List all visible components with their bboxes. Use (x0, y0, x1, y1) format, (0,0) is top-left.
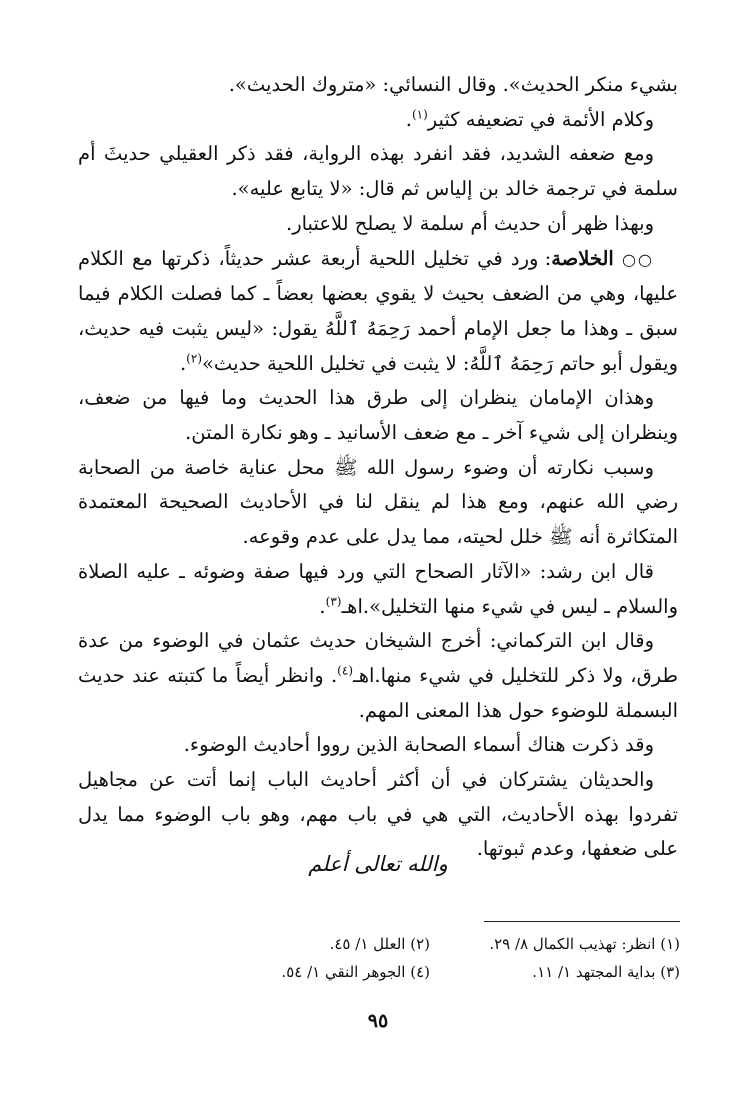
paragraph-11: والحديثان يشتركان في أن أكثر أحاديث الباب إنما أتت عن مجاهيل تفردوا بهذه الأحاديث، التي هي في باب مهم، وهو باب الوضوء مما يدل على ضعفها، وعدم ثبوتها. (78, 768, 678, 861)
footnote-ref-1: (١) (411, 107, 428, 122)
paragraph-8-end: . (319, 594, 326, 618)
footnote-1: (١) انظر: تهذيب الكمال ٨/ ٢٩. (489, 935, 680, 953)
paragraph-9 (78, 624, 678, 728)
footnote-ref-3: (٣) (325, 594, 342, 609)
paragraph-2 (78, 103, 678, 138)
summary-marker-icon: ○○ (622, 249, 655, 269)
paragraph-8 (78, 555, 678, 624)
main-text (78, 68, 678, 867)
paragraph-2-text: وكلام الأئمة في تضعيفه كثير (427, 107, 654, 131)
footnote-2: (٢) العلل ١/ ٤٥. (329, 935, 430, 953)
paragraph-7: وسبب نكارته أن وضوء رسول الله ﷺ محل عناية خاصة من الصحابة رضي الله عنهم، ومع هذا لم ينقل لنا في الأحاديث الصحيحة المعتمدة المتكاثرة أنه ﷺ خلل لحيته، مما يدل على عدم وقوعه. (78, 455, 678, 549)
paragraph-9-text-1: وقال ابن التركماني: أخرج الشيخان حديث عثمان في الوضوء من عدة طرق، ولا ذكر للتخليل في شيء منها.اهـ (78, 629, 678, 687)
footnote-ref-2: (٢) (186, 351, 202, 366)
paragraph-summary (78, 242, 678, 382)
summary-keyword: الخلاصة (551, 246, 614, 270)
footnote-divider (484, 921, 680, 922)
paragraph-6: وهذان الإمامان ينظران إلى طرق هذا الحديث وما فيها من ضعف، وينظران إلى شيء آخر ـ مع ضعف الأسانيد ـ وهو نكارة المتن. (78, 386, 678, 445)
page-number: ٩٥ (367, 1010, 389, 1032)
closing-phrase: والله تعالى أعلم (308, 852, 448, 876)
paragraph-8-text: قال ابن رشد: «الآثار الصحاح التي ورد فيها صفة وضوئه ـ عليه الصلاة والسلام ـ ليس في شيء منها التخليل».اهـ (78, 559, 678, 618)
paragraph-3: ومع ضعفه الشديد، فقد انفرد بهذه الرواية، فقد ذكر العقيلي حديثَ أم سلمة في ترجمة خالد بن إلياس ثم قال: «لا يتابع عليه». (78, 142, 678, 201)
summary-text: : ورد في تخليل اللحية أربعة عشر حديثاً، ذكرتها مع الكلام عليها، وهي من الضعف بحيث لا يقوي بعضها بعضاً ـ كما فصلت الكلام فيما سبق ـ وهذا ما جعل الإمام أحمد رَحِمَهُ ٱللَّهُ يقول: «ليس يثبت فيه حديث، ويقول أبو حاتم رَحِمَهُ ٱللَّهُ: لا يثبت في تخليل اللحية حديث» (78, 246, 678, 375)
paragraph-4: وبهذا ظهر أن حديث أم سلمة لا يصلح للاعتبار. (286, 211, 654, 235)
summary-end: . (179, 351, 187, 375)
paragraph-1: بشيء منكر الحديث». وقال النسائي: «متروك الحديث». (228, 73, 678, 96)
footnotes (200, 932, 680, 984)
footnote-4: (٤) الجوهر النقي ١/ ٥٤. (281, 963, 430, 981)
paragraph-10: وقد ذكرت هناك أسماء الصحابة الذين رووا أحاديث الوضوء. (183, 733, 654, 757)
footnote-ref-4: (٤) (337, 663, 353, 678)
paragraph-2-end: . (405, 107, 412, 131)
paragraph-9-text-2: . وانظر أيضاً ما كتبته عند حديث البسملة للوضوء حول هذا المعنى المهم. (78, 663, 678, 722)
footnote-3: (٣) بداية المجتهد ١/ ١١. (532, 963, 680, 981)
